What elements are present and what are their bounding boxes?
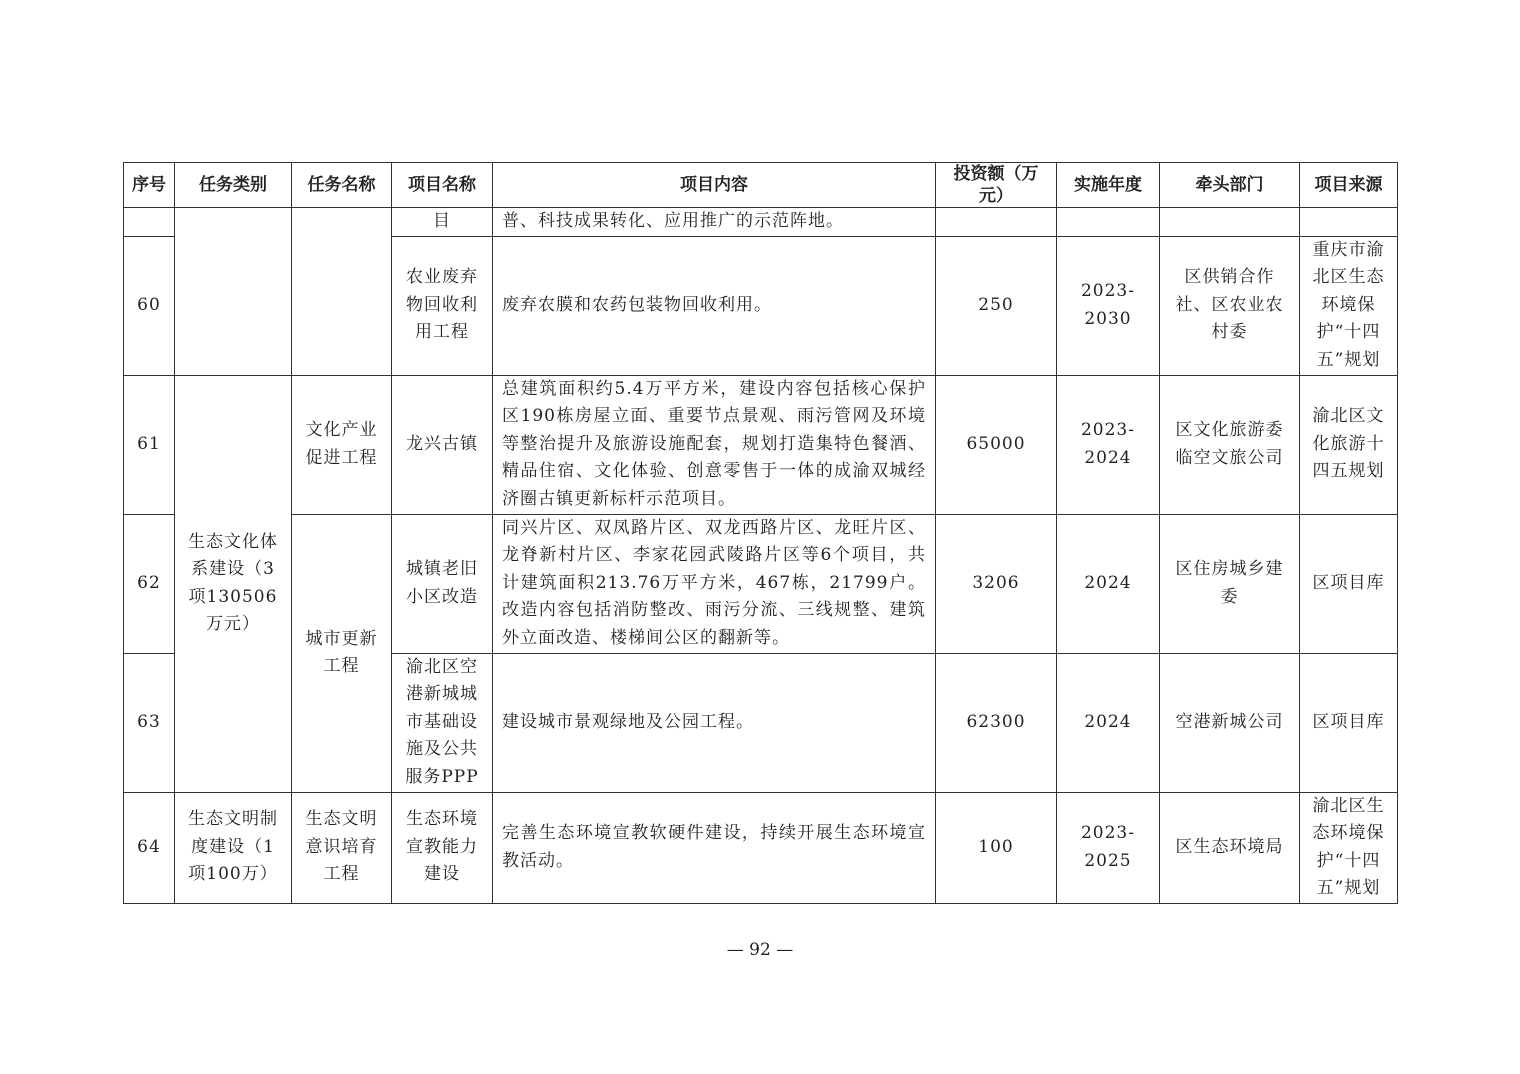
cell-no: 60: [124, 236, 175, 375]
cell-source: 重庆市渝北区生态环境保护“十四五”规划: [1300, 236, 1398, 375]
cell-no: 61: [124, 375, 175, 514]
cell-no: 63: [124, 653, 175, 792]
header-investment: [936, 163, 1057, 208]
cell-project-name: 城镇老旧小区改造: [392, 514, 493, 653]
cell-content: 建设城市景观绿地及公园工程。: [493, 653, 936, 792]
cell-content: 完善生态环境宣教软硬件建设，持续开展生态环境宣教活动。: [493, 792, 936, 903]
cell-project-name: 目: [392, 208, 493, 237]
header-row: [124, 163, 1398, 208]
cell-content: 普、科技成果转化、应用推广的示范阵地。: [493, 208, 936, 237]
cell-task-category: [175, 208, 292, 376]
cell-years: 2023-2024: [1057, 375, 1160, 514]
cell-department: 空港新城公司: [1160, 653, 1300, 792]
cell-department: 区文化旅游委临空文旅公司: [1160, 375, 1300, 514]
cell-investment: 100: [936, 792, 1057, 903]
cell-source: 渝北区文化旅游十四五规划: [1300, 375, 1398, 514]
table-row-continuation: [124, 208, 1398, 237]
cell-source: [1300, 208, 1398, 237]
cell-project-name: 农业废弃物回收利用工程: [392, 236, 493, 375]
cell-investment: 3206: [936, 514, 1057, 653]
table-row: [124, 792, 1398, 903]
cell-task-name: 生态文明意识培育工程: [292, 792, 392, 903]
cell-years: 2024: [1057, 514, 1160, 653]
cell-department: 区住房城乡建委: [1160, 514, 1300, 653]
cell-years: 2023-2025: [1057, 792, 1160, 903]
cell-no: 62: [124, 514, 175, 653]
header-years: 实施年度: [1057, 163, 1160, 208]
cell-project-name: 渝北区空港新城城市基础设施及公共服务PPP: [392, 653, 493, 792]
cell-task-category: 生态文明制度建设（1项100万）: [175, 792, 292, 903]
cell-department: 区生态环境局: [1160, 792, 1300, 903]
page-number: — 92 —: [726, 940, 794, 960]
cell-years: 2024: [1057, 653, 1160, 792]
cell-department: 区供销合作社、区农业农村委: [1160, 236, 1300, 375]
header-investment-line1: 投资额（万: [953, 164, 1039, 184]
header-task-category: 任务类别: [175, 163, 292, 208]
cell-content: 总建筑面积约5.4万平方米，建设内容包括核心保护区190栋房屋立面、重要节点景观、雨污管网及环境等整治提升及旅游设施配套，规划打造集特色餐酒、精品住宿、文化体验、创意零售于一体的成渝双城经济圈古镇更新标杆示范项目。: [493, 375, 936, 514]
cell-no: 64: [124, 792, 175, 903]
cell-project-name: 龙兴古镇: [392, 375, 493, 514]
header-source: 项目来源: [1300, 163, 1398, 208]
cell-task-name: [292, 208, 392, 376]
cell-task-category-merged: 生态文化体系建设（3项130506万元）: [175, 375, 292, 792]
cell-source: 渝北区生态环境保护“十四五”规划: [1300, 792, 1398, 903]
header-project-name: 项目名称: [392, 163, 493, 208]
cell-investment: 62300: [936, 653, 1057, 792]
cell-task-name-merged: 城市更新工程: [292, 514, 392, 792]
header-task-name: 任务名称: [292, 163, 392, 208]
cell-years: [1057, 208, 1160, 237]
cell-department: [1160, 208, 1300, 237]
cell-no: [124, 208, 175, 237]
header-content: 项目内容: [493, 163, 936, 208]
header-department: 牵头部门: [1160, 163, 1300, 208]
table-row: [124, 375, 1398, 514]
cell-content: 同兴片区、双凤路片区、双龙西路片区、龙旺片区、龙脊新村片区、李家花园武陵路片区等6个项目，共计建筑面积213.76万平方米，467栋，21799户。改造内容包括消防整改、雨污分流、三线规整、建筑外立面改造、楼梯间公区的翻新等。: [493, 514, 936, 653]
header-investment-line2: 元）: [979, 186, 1013, 206]
cell-investment: 250: [936, 236, 1057, 375]
cell-task-name: 文化产业促进工程: [292, 375, 392, 514]
cell-source: 区项目库: [1300, 653, 1398, 792]
cell-years: 2023-2030: [1057, 236, 1160, 375]
cell-investment: 65000: [936, 375, 1057, 514]
project-table: [123, 162, 1398, 904]
header-no: 序号: [124, 163, 175, 208]
cell-project-name: 生态环境宣教能力建设: [392, 792, 493, 903]
cell-content: 废弃农膜和农药包装物回收利用。: [493, 236, 936, 375]
table-row: [124, 514, 1398, 653]
cell-source: 区项目库: [1300, 514, 1398, 653]
cell-investment: [936, 208, 1057, 237]
